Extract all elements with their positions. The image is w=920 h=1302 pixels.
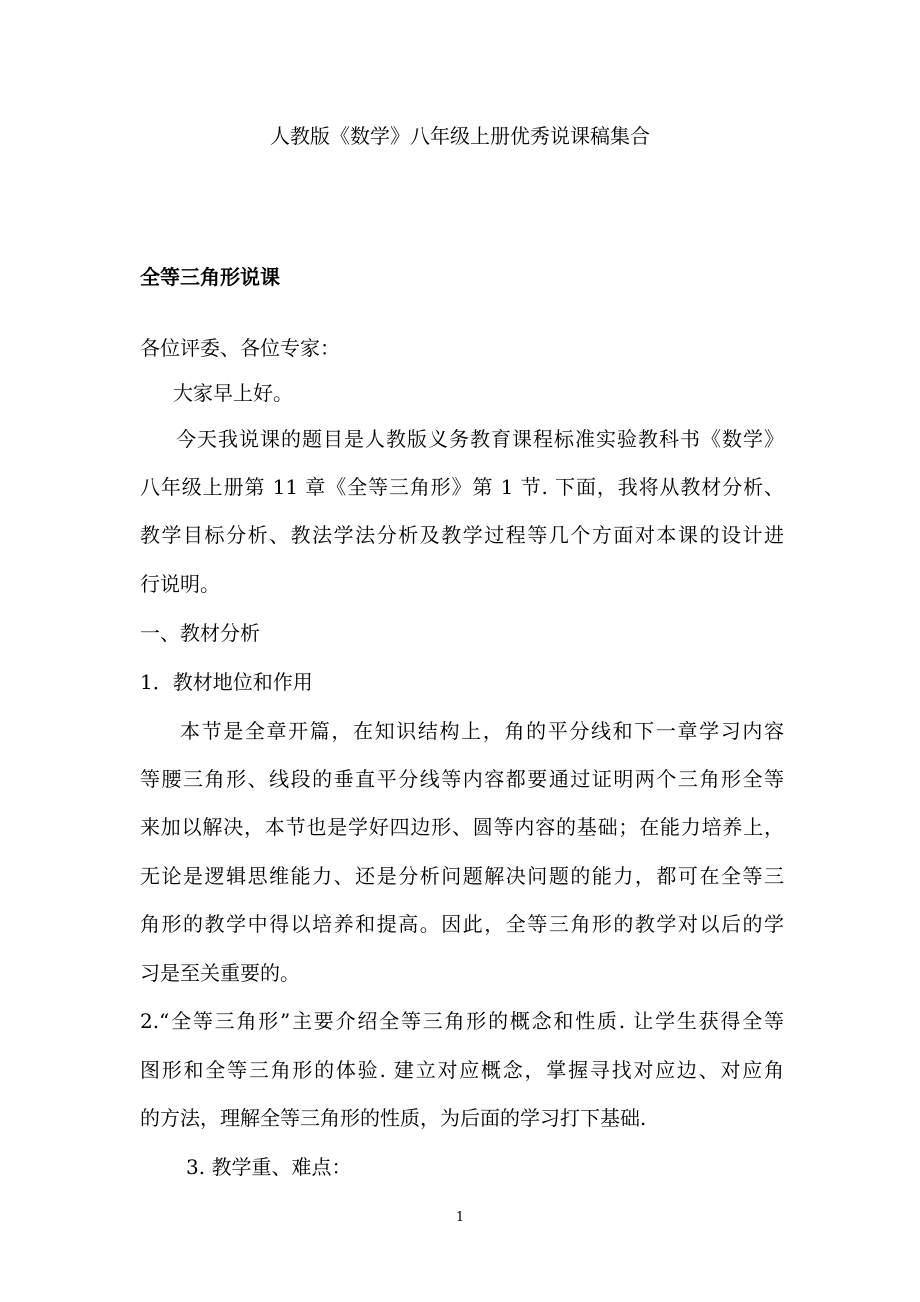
section-heading: 全等三角形说课 bbox=[140, 265, 280, 289]
para-two-line-3: 的方法，理解全等三角形的性质，为后面的学习打下基础. bbox=[140, 1106, 647, 1130]
part-one-heading: 一、教材分析 bbox=[140, 621, 260, 645]
para-one-line-4: 无论是逻辑思维能力、还是分析问题解决问题的能力，都可在全等三 bbox=[140, 864, 784, 888]
para-one-line-5: 角形的教学中得以培养和提高。因此，全等三角形的教学对以后的学 bbox=[140, 912, 784, 936]
para-one-line-1: 本节是全章开篇，在知识结构上，角的平分线和下一章学习内容 bbox=[180, 719, 784, 743]
item-three-heading: 3. 教学重、难点： bbox=[186, 1155, 352, 1179]
page-number: 1 bbox=[455, 1210, 465, 1225]
para-one-line-2: 等腰三角形、线段的垂直平分线等内容都要通过证明两个三角形全等 bbox=[140, 767, 784, 791]
intro-line-3: 教学目标分析、教法学法分析及教学过程等几个方面对本课的设计进 bbox=[140, 523, 784, 547]
morning-line: 大家早上好。 bbox=[173, 381, 293, 405]
intro-line-1: 今天我说课的题目是人教版义务教育课程标准实验教科书《数学》 bbox=[176, 427, 784, 451]
para-one-line-6: 习是至关重要的。 bbox=[140, 961, 300, 985]
item-one-heading: 1．教材地位和作用 bbox=[140, 670, 313, 694]
intro-line-2: 八年级上册第 11 章《全等三角形》第 1 节. 下面，我将从教材分析、 bbox=[140, 475, 784, 499]
para-two-line-2: 图形和全等三角形的体验. 建立对应概念，掌握寻找对应边、对应角 bbox=[140, 1058, 784, 1082]
document-title: 人教版《数学》八年级上册优秀说课稿集合 bbox=[270, 124, 650, 148]
para-one-line-3: 来加以解决，本节也是学好四边形、圆等内容的基础；在能力培养上， bbox=[140, 815, 784, 839]
intro-line-4: 行说明。 bbox=[140, 572, 220, 596]
greeting-line: 各位评委、各位专家： bbox=[140, 336, 340, 360]
para-two-line-1: 2.“全等三角形”主要介绍全等三角形的概念和性质. 让学生获得全等 bbox=[140, 1009, 784, 1033]
